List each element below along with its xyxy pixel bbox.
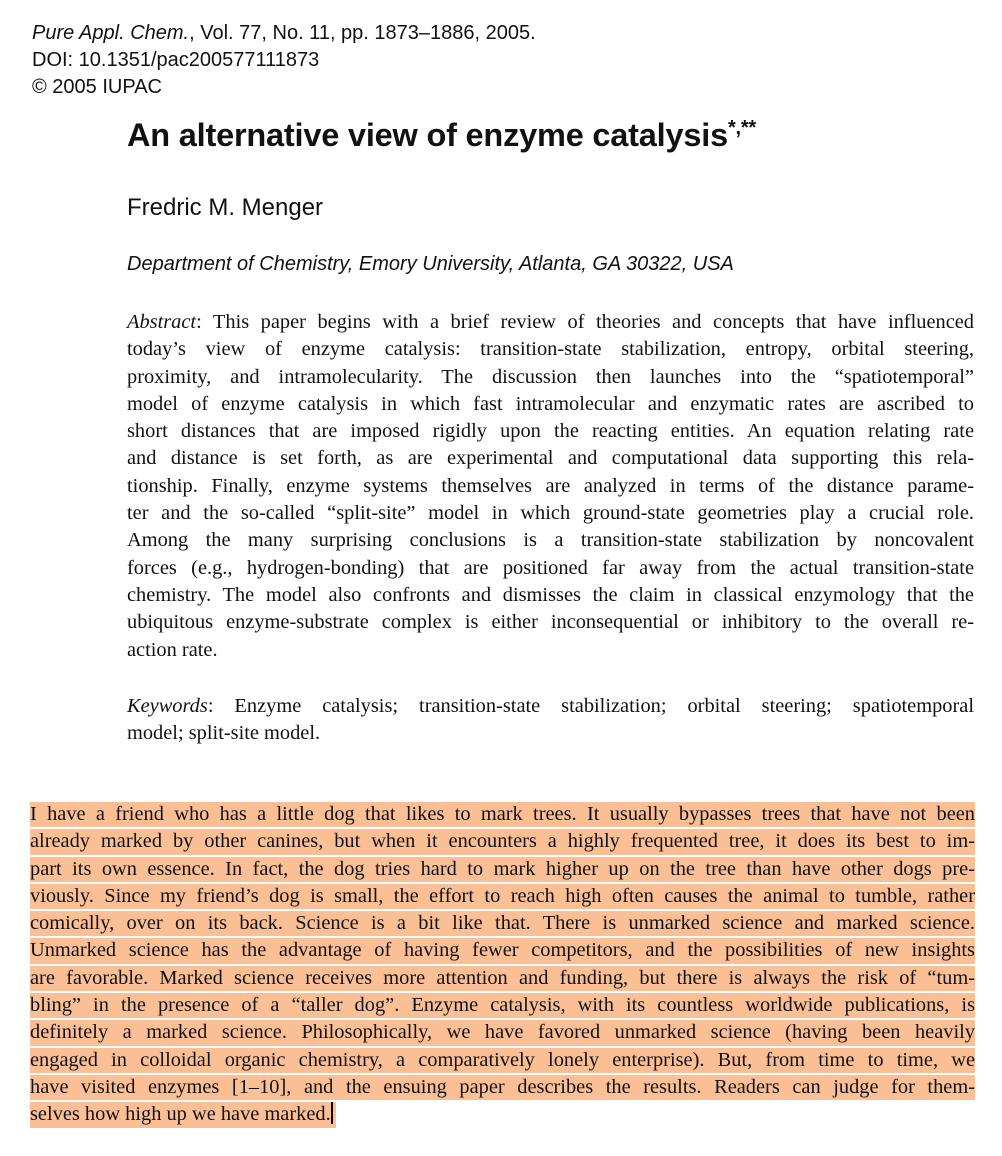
keywords-line: model; split-site model.: [127, 722, 321, 745]
selected-line[interactable]: bling” in the presence of a “taller dog”. Enzyme catalysis, with its countless worldwide publications, is: [30, 993, 975, 1018]
abstract-line: Abstract: This paper begins with a brief review of theories and concepts that have influenced: [127, 311, 974, 333]
abstract-line: today’s view of enzyme catalysis: transition-state stabilization, entropy, orbital steering,: [127, 338, 974, 361]
selected-line-last[interactable]: selves how high up we have marked.: [30, 1102, 336, 1127]
selected-line[interactable]: I have a friend who has a little dog that likes to mark trees. It usually bypasses trees that have not been: [30, 802, 975, 827]
abstract-line: Among the many surprising conclusions is a transition-state stabilization by noncovalent: [127, 529, 974, 552]
selected-line[interactable]: already marked by other canines, but when it encounters a highly frequented tree, it does its best to im-: [30, 829, 975, 854]
title-text: An alternative view of enzyme catalysis: [127, 117, 728, 153]
selected-line[interactable]: have visited enzymes [1–10], and the ensuing paper describes the results. Readers can judge for them-: [30, 1075, 975, 1100]
journal-name: Pure Appl. Chem.: [32, 22, 190, 44]
abstract-line: chemistry. The model also confronts and dismisses the claim in classical enzymology that the: [127, 583, 974, 606]
selected-line[interactable]: Unmarked science has the advantage of having fewer competitors, and the possibilities of new insights: [30, 938, 975, 963]
abstract-line: and distance is set forth, as are experimental and computational data supporting this rela-: [127, 447, 974, 470]
title-footnote-marks: *,**: [727, 117, 757, 139]
keywords-label: Keywords: [127, 695, 208, 717]
keywords-line: Keywords: Enzyme catalysis; transition-state stabilization; orbital steering; spatiotemporal: [127, 695, 974, 717]
author-name: Fredric M. Menger: [127, 194, 324, 221]
citation-details: , Vol. 77, No. 11, pp. 1873–1886, 2005.: [189, 22, 536, 44]
author-affiliation: Department of Chemistry, Emory University, Atlanta, GA 30322, USA: [127, 253, 734, 275]
selected-line[interactable]: engaged in colloidal organic chemistry, a comparatively lonely enterprise). But, from time to time, we: [30, 1048, 975, 1073]
abstract-line: proximity, and intramolecularity. The discussion then launches into the “spatiotemporal”: [127, 365, 974, 388]
copyright-line: © 2005 IUPAC: [32, 76, 162, 98]
abstract-line: forces (e.g., hydrogen-bonding) that are positioned far away from the actual transition-state: [127, 556, 974, 579]
selected-line[interactable]: comically, over on its back. Science is a bit like that. There is unmarked science and marked science.: [30, 911, 975, 936]
abstract-line: ter and the so-called “split-site” model in which ground-state geometries play a crucial role.: [127, 502, 974, 525]
text-cursor: [331, 1102, 333, 1124]
selected-line[interactable]: part its own essence. In fact, the dog tries hard to mark higher up on the tree than have other dogs pre-: [30, 857, 975, 882]
selected-line[interactable]: definitely a marked science. Philosophically, we have favored unmarked science (having been heavily: [30, 1020, 975, 1045]
citation-line: [32, 20, 536, 47]
introduction-selected-text[interactable]: [30, 802, 975, 1130]
abstract-line: tionship. Finally, enzyme systems themselves are analyzed in terms of the distance parame-: [127, 474, 974, 497]
abstract-line: ubiquitous enzyme-substrate complex is either inconsequential or inhibitory to the overall re-: [127, 611, 974, 634]
abstract-label: Abstract: [127, 311, 197, 333]
paper-title: [127, 117, 756, 154]
selected-line[interactable]: viously. Since my friend’s dog is small, the effort to reach high often causes the animal to tumble, rather: [30, 884, 975, 909]
doi-line: DOI: 10.1351/pac200577111873: [32, 49, 320, 71]
journal-header: [32, 20, 536, 101]
abstract-line: action rate.: [127, 638, 218, 661]
abstract: [127, 309, 974, 664]
abstract-line: model of enzyme catalysis in which fast intramolecular and enzymatic rates are ascribed to: [127, 392, 974, 415]
selected-line[interactable]: are favorable. Marked science receives more attention and funding, but there is always the risk of “tum-: [30, 966, 975, 991]
keywords: [127, 693, 974, 748]
abstract-line: short distances that are imposed rigidly upon the reacting entities. An equation relating rate: [127, 420, 974, 443]
